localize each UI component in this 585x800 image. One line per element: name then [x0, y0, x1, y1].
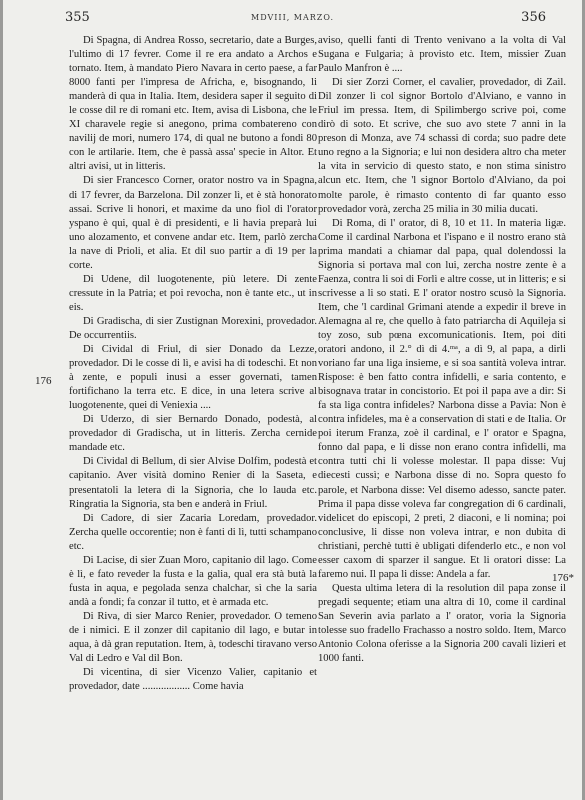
right-column: [318, 34, 566, 666]
paragraph: Di vicentina, di sier Vicenzo Valier, capitanio et provedador, date .................. Come havia: [69, 667, 317, 693]
paragraph: Di sier Zorzi Corner, el cavalier, provedador, di Zaìl. Dil zonzer lì col signor Bortolo d'Alviano, e vanno in Friul im pressa. Item, di Spilimbergo scrive poi, come dirò di soto. Et scrive, che suo avo stete 7 anni in la preson di Monza, ave 74 schassi di corda; suo padre dete uno regno a la Signoria; e lui non desidera altro cha meter la vita in servicio di questo stato, e non stima sinistro alcun etc. Item, che 'l signor Bortolo d'Alviano, da poi molte parole, è rimasto contento di far quanto esso provedador vorà, zercha 25 milia in 30 milia ducati.: [318, 77, 566, 215]
left-column: [69, 34, 317, 694]
paragraph: Di Uderzo, di sier Bernardo Donado, podestà, al provedador di Gradischa, ut in litteris. Zercha cernide mandade etc.: [69, 414, 317, 454]
paragraph: Di Cadore, di sier Zacaria Loredam, provedador. Zercha quelle occorentie; non è fanti di lì, tutti schampano etc.: [69, 512, 317, 552]
margin-note-right: 176*: [552, 572, 574, 584]
paragraph: Di Spagna, di Andrea Rosso, secretario, date a Burges, l'ultimo di 17 fevrer. Come il re era andato a Archos e tornato. Item, à mandato Piero Navara in certo paese, a far 8000 fanti per l'impresa de Africha, e, bisognando, li manderà di qua in Italia. Item, desidera saper il seguito di le cosse dil re di romani etc. Item, avisa di Lisbona, che le XI charavele regie si anegono, prima combatereno con navilij de mori, numero 174, di qual ne butono a fondi 80 con le artilarie. Item, che è passà assa' specie in Altor. Et altri avisi, ut in litteris.: [69, 35, 317, 173]
paragraph: Di Riva, di sier Marco Renier, provedador. O temeno de i nimici. E il zonzer dil capitanio dil lago, e butar in aqua, à dà gran reputation. Item, à, todeschi tiravano verso Val di Ledro e Val dil Bon.: [69, 610, 317, 665]
book-page: [3, 0, 582, 800]
paragraph: Di Udene, dil luogotenente, più letere. Di zente cressute in la Patria; et poi revocha, non è tante etc., ut in eis.: [69, 273, 317, 313]
page-number-right: 356: [521, 10, 546, 25]
running-title: MDVIII, MARZO.: [251, 13, 334, 22]
paragraph: Di Cividal di Friul, di sier Donado da Lezze, provedador. Di le cosse di lì, e avisi ha di todeschi. Et non à zente, e populi inusi a esser governati, tamen fortifichano la terra etc. E dice, in una letera scrive al luogotenente, quei di Veniexia ....: [69, 344, 317, 412]
margin-note-left: 176: [35, 375, 52, 387]
paragraph: Di Cividal di Bellum, di sier Alvise Dolfim, podestà et capitanio. Aver visità domino Renier di la Saseta, e presentatoli la letera di la Signoria, che lo lauda etc. Ringratia la Signoria, sta ben e anderà in Friul.: [69, 456, 317, 510]
paragraph: aviso, quelli fanti di Trento venivano a la volta di Val Sugana e Fulgaria; à provisto etc. Item, missier Zuan Paulo Manfron è ....: [318, 35, 566, 75]
paragraph: Di Lacise, di sier Zuan Moro, capitanio dil lago. Come è lì, e fato reveder la fusta e la galia, qual era stà butà la fusta in aqua, e pegolada senza chalchar, sì che la saria andà a fondi; fa conzar il tutto, et è armada etc.: [69, 554, 317, 608]
paragraph: Di Roma, di l' orator, di 8, 10 et 11. In materia ligæ. Come il cardinal Narbona et l'ispano e il nostro erano stà prima mandati a chiamar dal papa, qual dolendossi la Signoria si portava mal con lui, zercha nostre zente è a Faenza, contra li soi di Forlì e altre cosse, ut in litteris; e si scrivesse a li so stati. E l' orator nostro scusò la Signoria. Item, che 'l cardinal Grimani atende a expedir il breve in Alemagna al re, che quello à fato patriarcha di Aquileja si toy zoso, sub pœna excomunicationis. Item, poi diti oratori andono, il 2.° dì di 4.ᵐᵃ, a dì 9, al papa, a dirli voriano far una liga insieme, e si soa santità voleva intrar. Rispose: è ben fatto contra infidelli, e saria contento, e bisognava tratar in concistorio. Et poi il papa ave a dir: Si fa sta liga contra infideles? Narbona disse a Pavia: Non è contra infideles, ma è a conservation di stati e de Italia. Or poi iterum Franza, zoè il cardinal, e l' orator e Spagna, fonno dal papa, e li disse non erano contra infidelli, ma contra tutti chi li volesse molestar. Il papa disse: Vuj diecesti cussì; e Narbona disse di no. Sopra questo fo parole, et Narbona disse: Vel disemo adesso, sancte pater. Prima il papa disse voleva far congregation di 6 cardinali, videlicet do episcopi, 2 preti, 2 diaconi, e li nomina; poi conclusive, li disse non voleva intrar, e non dubita di christiani, perchè tutti è ubligati difenderlo etc., e non vol esser caxom di sparzer il sangue. Et li oratori disse: La faremo nui. Il papa li disse: Andela a far.: [318, 217, 567, 580]
page-number-left: 355: [65, 10, 90, 25]
paragraph: Di Gradischa, di sier Zustignan Morexini, provedador. De occurrentiis.: [69, 315, 317, 341]
paragraph: Questa ultima letera di la resolution dil papa zonse il pregadi sequente; etiam una altra di 10, come il cardinal San Severin avia parlato a l' orator, voria la Signoria tolesse suo fradello Frachasso a nostro soldo. Item, Marco Antonio Colona oferisse a la Signoria 200 cavali lizieri et 1000 fanti.: [318, 582, 566, 665]
paragraph: Di sier Francesco Corner, orator nostro va in Spagna, di 17 fevrer, da Barzelona. Dil zonzer lì, et è stà honorato assai. Scrive li honori, et maxime da uno fiol di l'orator yspano è qui, qual è di presidenti, e li havia preparà lui uno alozamento, et convene andar etc. Item, parlò zercha la nave di Prioli, et alia. Et dil suo partir a dì 19 per la corte.: [69, 175, 317, 271]
